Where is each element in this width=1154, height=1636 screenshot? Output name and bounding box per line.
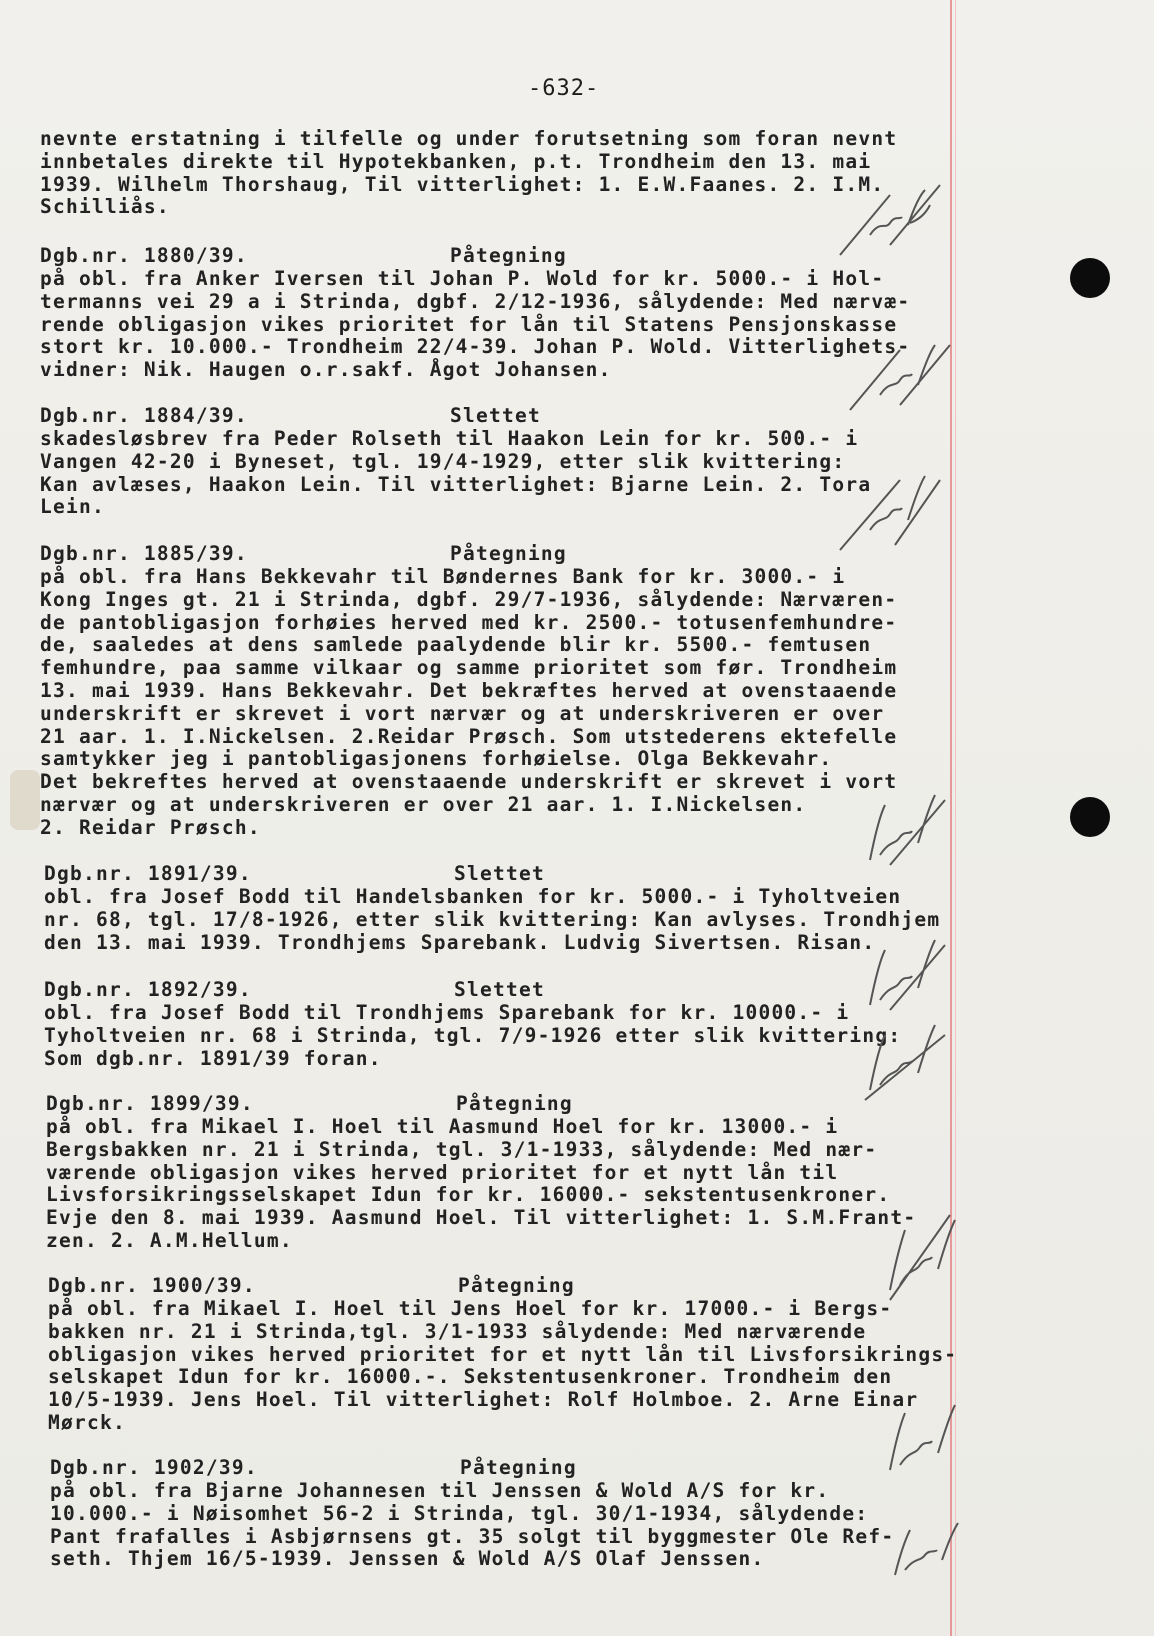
entry-type: Påtegning — [450, 244, 567, 267]
text-line: samtykker jeg i pantobligasjonens forhøielse. Olga Bekkevahr. — [40, 747, 833, 771]
text-line: de pantobligasjon forhøies herved med kr. 2500.- totusenfemhundre- — [40, 610, 898, 634]
text-line: på obl. fra Mikael I. Hoel til Jens Hoel for kr. 17000.- i Bergs- — [48, 1297, 893, 1320]
text-line: 13. mai 1939. Hans Bekkevahr. Det bekræftes herved at ovenstaaende — [40, 678, 898, 702]
text-line: selskapet Idun for kr. 16000.-. Sekstentusenkroner. Trondheim den — [48, 1365, 893, 1389]
text-line: på obl. fra Bjarne Johannesen til Jenssen & Wold A/S for kr. — [50, 1479, 830, 1502]
text-line: Pant frafalles i Asbjørnsens gt. 35 solgt til byggmester Ole Ref- — [50, 1524, 895, 1548]
entry-1899 — [46, 1092, 1006, 1253]
text-line: zen. 2. A.M.Hellum. — [46, 1228, 293, 1252]
handwritten-initials-mark — [830, 175, 950, 265]
text-line: bakken nr. 21 i Strinda,tgl. 3/1-1933 sålydende: Med nærværende — [48, 1319, 867, 1343]
text-line: nevnte erstatning i tilfelle og under forutsetning som foran nevnt — [40, 127, 898, 150]
handwritten-initials-mark — [830, 460, 950, 560]
text-line: værende obligasjon vikes herved prioritet for et nytt lån til — [46, 1160, 839, 1184]
text-line: termanns vei 29 a i Strinda, dgbf. 2/12-1936, sålydende: Med nærvæ- — [40, 289, 911, 313]
text-line: Bergsbakken nr. 21 i Strinda, tgl. 3/1-1933, sålydende: Med nær- — [46, 1137, 878, 1161]
handwritten-initials-mark — [840, 330, 960, 420]
entry-type: Slettet — [454, 978, 545, 1001]
text-line: rende obligasjon vikes prioritet for lån til Statens Pensjonskasse — [40, 312, 898, 336]
text-line: 1939. Wilhelm Thorshaug, Til vitterlighet: 1. E.W.Faanes. 2. I.M. — [40, 172, 885, 196]
entry-number: Dgb.nr. 1902/39. — [50, 1456, 258, 1479]
entry-number: Dgb.nr. 1892/39. — [44, 978, 252, 1001]
entry-number: Dgb.nr. 1885/39. — [40, 542, 248, 565]
entry-number: Dgb.nr. 1899/39. — [46, 1092, 254, 1115]
text-line: Lein. — [40, 495, 105, 519]
text-line: Tyholtveien nr. 68 i Strinda, tgl. 7/9-1926 etter slik kvittering: — [44, 1023, 902, 1047]
punch-hole-top — [1070, 258, 1110, 298]
entry-type: Påtegning — [456, 1092, 573, 1115]
text-line: på obl. fra Mikael I. Hoel til Aasmund Hoel for kr. 13000.- i — [46, 1115, 839, 1138]
text-line: 21 aar. 1. I.Nickelsen. 2.Reidar Prøsch. Som utstederens ektefelle — [40, 724, 898, 748]
text-line: på obl. fra Anker Iversen til Johan P. Wold for kr. 5000.- i Hol- — [40, 267, 885, 290]
entry-type: Slettet — [450, 404, 541, 427]
entry-1902 — [50, 1456, 1010, 1571]
entry-type: Påtegning — [450, 542, 567, 565]
text-line: obl. fra Josef Bodd til Handelsbanken for kr. 5000.- i Tyholtveien — [44, 885, 902, 908]
text-line: stort kr. 10.000.- Trondheim 22/4-39. Johan P. Wold. Vitterlighets- — [40, 335, 911, 359]
text-line: underskrift er skrevet i vort nærvær og at underskriveren er over — [40, 701, 885, 725]
handwritten-initials-mark — [870, 1195, 970, 1305]
handwritten-initials-mark — [880, 1505, 970, 1585]
text-line: nærvær og at underskriveren er over 21 aar. 1. I.Nickelsen. — [40, 792, 807, 816]
punch-hole-bottom — [1070, 797, 1110, 837]
entry-number: Dgb.nr. 1884/39. — [40, 404, 248, 427]
text-line: femhundre, paa samme vilkaar og samme prioritet som før. Trondheim — [40, 656, 898, 680]
text-line: Vangen 42-20 i Byneset, tgl. 19/4-1929, etter slik kvittering: — [40, 449, 846, 473]
entry-number: Dgb.nr. 1900/39. — [48, 1274, 256, 1297]
text-line: Kan avlæses, Haakon Lein. Til vitterlighet: Bjarne Lein. 2. Tora — [40, 472, 872, 496]
handwritten-initials-mark — [870, 1385, 970, 1485]
entry-number: Dgb.nr. 1891/39. — [44, 862, 252, 885]
text-line: på obl. fra Hans Bekkevahr til Bøndernes Bank for kr. 3000.- i — [40, 565, 846, 588]
text-line: 2. Reidar Prøsch. — [40, 815, 261, 839]
entry-type: Påtegning — [460, 1456, 577, 1479]
entry-type: Påtegning — [458, 1274, 575, 1297]
text-line: Mørck. — [48, 1410, 126, 1434]
page-number: -632- — [528, 76, 600, 101]
paper-stain — [10, 770, 40, 830]
text-line: Kong Inges gt. 21 i Strinda, dgbf. 29/7-1936, sålydende: Nærværen- — [40, 587, 898, 611]
text-line: Evje den 8. mai 1939. Aasmund Hoel. Til vitterlighet: 1. S.M.Frant- — [46, 1206, 917, 1230]
text-line: nr. 68, tgl. 17/8-1926, etter slik kvittering: Kan avlyses. Trondhjem — [44, 907, 941, 931]
text-line: de, saaledes at dens samlede paalydende blir kr. 5500.- femtusen — [40, 633, 872, 657]
text-line: Som dgb.nr. 1891/39 foran. — [44, 1046, 382, 1070]
text-line: vidner: Nik. Haugen o.r.sakf. Ågot Johansen. — [40, 358, 612, 382]
text-line: Livsforsikringsselskapet Idun for kr. 16000.- sekstentusenkroner. — [46, 1183, 891, 1207]
entry-type: Slettet — [454, 862, 545, 885]
text-line: innbetales direkte til Hypotekbanken, p.t. Trondheim den 13. mai — [40, 149, 872, 173]
text-line: obligasjon vikes herved prioritet for et nytt lån til Livsforsikrings- — [48, 1342, 958, 1366]
entry-1900 — [48, 1274, 1008, 1435]
text-line: skadesløsbrev fra Peder Rolseth til Haakon Lein for kr. 500.- i — [40, 427, 859, 450]
text-line: 10.000.- i Nøisomhet 56-2 i Strinda, tgl. 30/1-1934, sålydende: — [50, 1501, 869, 1525]
handwritten-initials-mark — [850, 1005, 960, 1105]
handwritten-initials-mark — [850, 775, 960, 875]
text-line: obl. fra Josef Bodd til Trondhjems Sparebank for kr. 10000.- i — [44, 1001, 850, 1024]
text-line: den 13. mai 1939. Trondhjems Sparebank. Ludvig Sivertsen. Risan. — [44, 930, 876, 954]
text-line: 10/5-1939. Jens Hoel. Til vitterlighet: Rolf Holmboe. 2. Arne Einar — [48, 1388, 919, 1412]
text-line: seth. Thjem 16/5-1939. Jenssen & Wold A/S Olaf Jenssen. — [50, 1547, 765, 1571]
entry-header — [50, 1456, 1010, 1480]
entry-header — [48, 1274, 1008, 1298]
text-line: Det bekreftes herved at ovenstaaende underskrift er skrevet i vort — [40, 770, 898, 794]
entry-number: Dgb.nr. 1880/39. — [40, 244, 248, 267]
text-line: Schilliås. — [40, 195, 170, 219]
